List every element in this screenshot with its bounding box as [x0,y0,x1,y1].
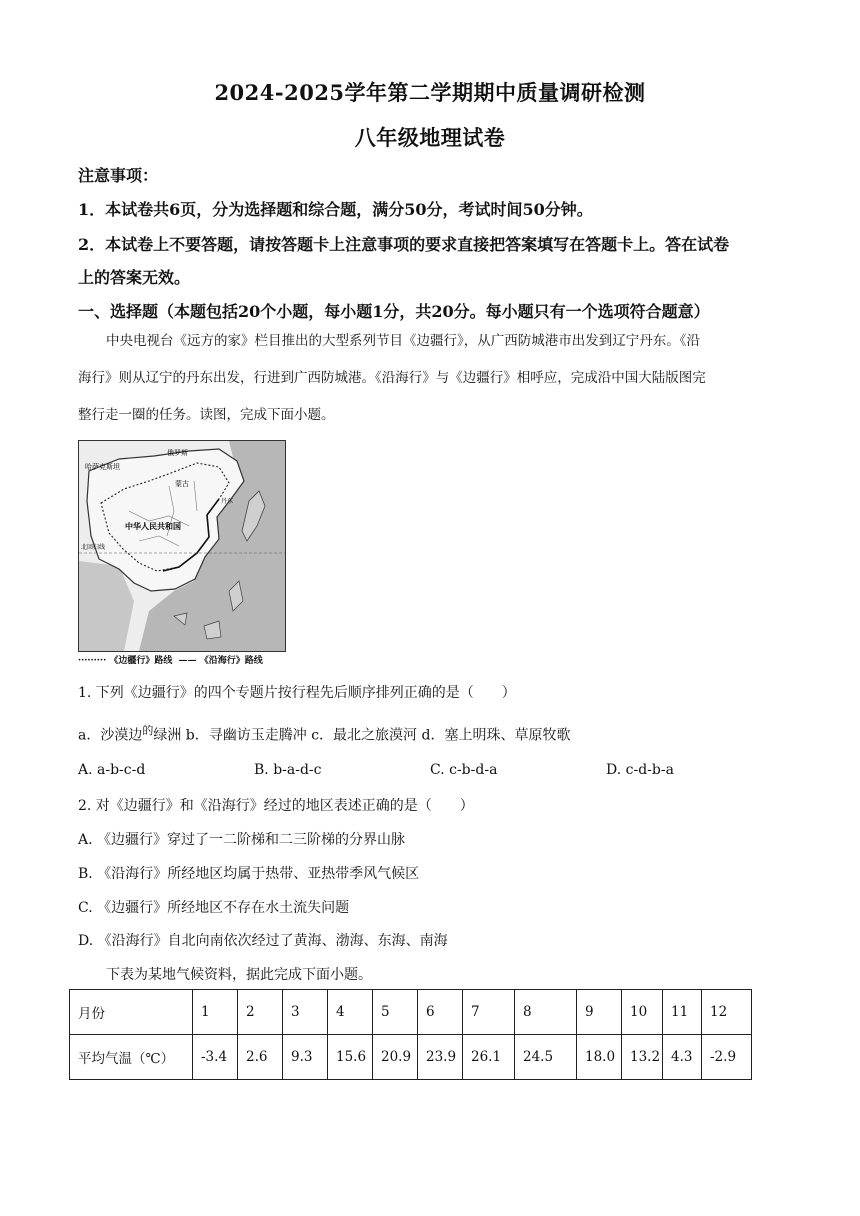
month-cell: 7 [463,990,515,1035]
month-cell: 10 [622,990,663,1035]
temp-cell: 4.3 [663,1035,702,1080]
temp-cell: 26.1 [463,1035,515,1080]
temp-cell: 15.6 [328,1035,373,1080]
legend-border-label: 《边疆行》路线 [109,656,173,666]
month-cell: 9 [577,990,622,1035]
label-dandong: 丹东 [221,498,234,505]
label-russia: 俄罗斯 [167,449,188,457]
q2-option-d[interactable]: D. 《沿海行》自北向南依次经过了黄海、渤海、东海、南海 [78,933,448,949]
temp-cell: 24.5 [515,1035,577,1080]
label-kazakhstan: 哈萨克斯坦 [85,463,120,471]
temp-cell: 9.3 [283,1035,328,1080]
exam-title: 2024-2025学年第二学期期中质量调研检测 [214,80,646,105]
table-row-months [70,990,752,1035]
question-1-items [78,722,798,745]
notice-item-1: 1．本试卷共6页，分为选择题和综合题，满分50分，考试时间50分钟。 [78,200,593,219]
temp-cell: 20.9 [373,1035,418,1080]
legend-coast-label: 《沿海行》路线 [199,656,263,666]
month-cell: 8 [515,990,577,1035]
month-cell: 6 [418,990,463,1035]
temp-cell: 23.9 [418,1035,463,1080]
q1-option-b[interactable]: B. b-a-d-c [254,762,322,778]
table-header-temp: 平均气温（℃） [70,1035,193,1080]
month-cell: 3 [283,990,328,1035]
legend-coast-line: —— [175,656,197,666]
legend-border-line: ········· [78,656,107,666]
q1-items-pre: a．沙漠边 [78,727,143,744]
question-1-stem: 1. 下列《边疆行》的四个专题片按行程先后顺序排列正确的是（ ） [78,685,516,701]
month-cell: 11 [663,990,702,1035]
q1-items-post: 绿洲 b．寻幽访玉走腾冲 c．最北之旅漠河 d．塞上明珠、草原牧歌 [153,727,571,744]
month-cell: 5 [373,990,418,1035]
q1-option-a[interactable]: A. a-b-c-d [78,762,146,778]
route-map [78,440,286,652]
q2-option-a[interactable]: A. 《边疆行》穿过了一二阶梯和二三阶梯的分界山脉 [78,832,406,848]
label-mongolia: 蒙古 [175,480,189,488]
q1-items-mark: 的 [142,724,154,737]
passage-line-1: 中央电视台《远方的家》栏目推出的大型系列节目《边疆行》，从广西防城港市出发到辽宁丹东。《沿 [106,333,700,349]
climate-table [69,989,752,1080]
q1-option-c[interactable]: C. c-b-d-a [430,762,498,778]
q2-option-b[interactable]: B. 《沿海行》所经地区均属于热带、亚热带季风气候区 [78,866,420,882]
notice-item-2-cont: 上的答案无效。 [78,268,191,287]
month-cell: 4 [328,990,373,1035]
month-cell: 2 [238,990,283,1035]
question-2-stem: 2. 对《边疆行》和《沿海行》经过的地区表述正确的是（ ） [78,798,474,814]
reading-passage [78,323,790,434]
month-cell: 1 [193,990,238,1035]
label-tropic: 北回归线 [81,544,106,551]
notice-item-2: 2．本试卷上不要答题，请按答题卡上注意事项的要求直接把答案填写在答题卡上。答在试卷 [78,235,730,254]
q1-option-d[interactable]: D. c-d-b-a [606,762,674,778]
temp-cell: -2.9 [702,1035,752,1080]
notice-heading: 注意事项： [78,166,159,185]
table-intro: 下表为某地气候资料，据此完成下面小题。 [106,967,372,983]
table-header-month: 月份 [70,990,193,1035]
table-row-temps [70,1035,752,1080]
passage-line-2: 海行》则从辽宁的丹东出发，行进到广西防城港。《沿海行》与《边疆行》相呼应，完成沿中国大陆版图完 [78,370,706,386]
map-legend [78,653,263,666]
q2-option-c[interactable]: C. 《边疆行》所经地区不存在水土流失问题 [78,900,350,916]
map-graphic [79,441,285,651]
label-china: 中华人民共和国 [125,522,181,531]
month-cell: 12 [702,990,752,1035]
exam-subtitle: 八年级地理试卷 [354,125,506,150]
temp-cell: -3.4 [193,1035,238,1080]
temp-cell: 18.0 [577,1035,622,1080]
passage-line-3: 整行走一圈的任务。读图，完成下面小题。 [78,407,335,423]
section-heading: 一、选择题（本题包括20个小题，每小题1分，共20分。每小题只有一个选项符合题意） [78,302,710,321]
temp-cell: 13.2 [622,1035,663,1080]
temp-cell: 2.6 [238,1035,283,1080]
